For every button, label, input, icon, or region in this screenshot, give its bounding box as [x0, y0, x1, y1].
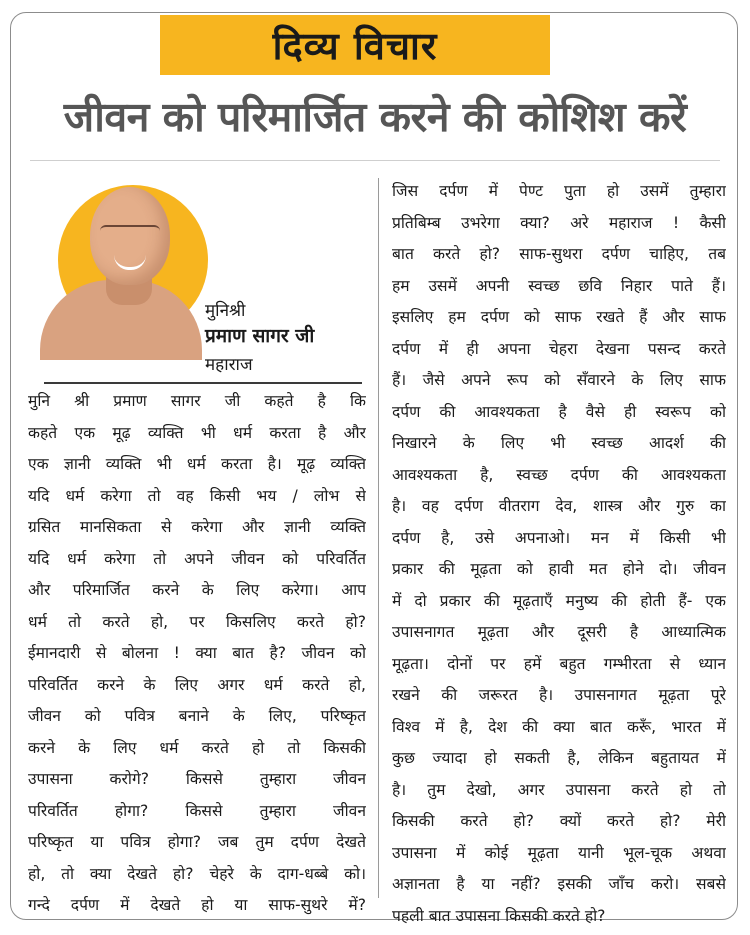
text-line: पहली बात उपासना किसकी करते हो?	[392, 906, 606, 925]
text-line: रखने की जरूरत है। उपासनागत मूढ़ता पूरे	[392, 686, 726, 704]
left-column	[28, 386, 366, 922]
text-line: है। वह दर्पण वीतराग देव, शास्त्र और गुरु का	[392, 497, 726, 515]
text-line: उपासनागत मूढ़ता और दूसरी है आध्यात्मिक	[392, 623, 726, 641]
text-line: निखारने के लिए भी स्वच्छ आदर्श की	[392, 434, 726, 452]
text-line: इसलिए हम दर्पण को साफ रखते हैं और साफ	[392, 308, 726, 326]
text-line: एक ज्ञानी व्यक्ति भी धर्म करता है। मूढ़ व्यक्ति	[28, 455, 366, 473]
right-column	[392, 176, 726, 932]
text-line: मूढ़ता। दोनों पर हमें बहुत गम्भीरता से ध्यान	[392, 654, 726, 673]
author-name: प्रमाण सागर जी	[205, 325, 315, 347]
banner-title: दिव्य विचार	[272, 24, 438, 68]
text-line: दर्पण में ही अपना चेहरा देखना पसन्द करते	[392, 339, 726, 358]
text-line: कुछ ज्यादा हो सकती है, लेकिन बहुतायत में	[392, 749, 726, 767]
text-line: कहते एक मूढ़ व्यक्ति भी धर्म करता है और	[28, 423, 366, 442]
text-line: और परिमार्जित करने के लिए करेगा। आप	[28, 581, 366, 599]
text-line: हैं। जैसे अपने रूप को सँवारने के लिए साफ	[392, 371, 726, 389]
headline-divider	[30, 160, 720, 161]
text-line: दर्पण की आवश्यकता है वैसे ही स्वरूप को	[392, 402, 726, 421]
text-line: जीवन को पवित्र बनाने के लिए, परिष्कृत	[28, 707, 366, 725]
text-line: धर्म तो करते हो, पर किसलिए करते हो?	[28, 612, 366, 631]
text-line: परिवर्तित होगा? किससे तुम्हारा जीवन	[28, 801, 366, 820]
text-line: प्रतिबिम्ब उभरेगा क्या? अरे महाराज ! कैसी	[392, 213, 726, 232]
author-suffix: महाराज	[205, 355, 253, 375]
text-line: किसकी करते हो? क्यों करते हो? मेरी	[392, 812, 726, 830]
author-title: मुनिश्री	[205, 301, 246, 321]
text-line: उपासना करोगे? किससे तुम्हारा जीवन	[28, 770, 366, 788]
article-headline: जीवन को परिमार्जित करने की कोशिश करें	[63, 93, 687, 141]
text-line: ग्रसित मानसिकता से करेगा और ज्ञानी व्यक्ति	[28, 518, 366, 536]
text-line: यदि धर्म करेगा तो अपने जीवन को परिवर्तित	[28, 549, 366, 568]
text-line: प्रकार की मूढ़ता को हावी मत होने दो। जीवन	[392, 560, 726, 578]
portrait-brow	[100, 225, 160, 241]
text-line: विश्व में है, देश की क्या बात करूँ, भारत में	[392, 717, 726, 736]
text-line: हो, तो क्या देखते हो? चेहरे के दाग-धब्बे को।	[28, 864, 366, 883]
text-line: गन्दे दर्पण में देखते हो या साफ-सुथरे में?	[28, 896, 366, 914]
text-line: में दो प्रकार की मूढ़ताएँ मनुष्य की होती हैं- एक	[392, 591, 726, 610]
text-line: है। तुम देखो, अगर उपासना करते हो तो	[392, 780, 726, 799]
text-line: आवश्यकता है, स्वच्छ दर्पण की आवश्यकता	[392, 465, 726, 484]
text-line: ईमानदारी से बोलना ! क्या बात है? जीवन को	[28, 644, 366, 662]
text-line: यदि धर्म करेगा तो वह किसी भय / लोभ से	[28, 486, 366, 505]
text-line: मुनि श्री प्रमाण सागर जी कहते है कि	[28, 392, 366, 410]
text-line: अज्ञानता है या नहीं? इसकी जाँच करो। सबसे	[392, 875, 726, 893]
text-line: परिष्कृत या पवित्र होगा? जब तुम दर्पण देखते	[28, 833, 366, 851]
text-line: परिवर्तित करने के लिए अगर धर्म करते हो,	[28, 675, 366, 694]
text-line: करने के लिए धर्म करते हो तो किसकी	[28, 738, 366, 757]
text-line: दर्पण है, उसे अपनाओ। मन में किसी भी	[392, 528, 726, 547]
text-line: बात करते हो? साफ-सुथरा दर्पण चाहिए, तब	[392, 245, 726, 263]
text-line: जिस दर्पण में पेण्ट पुता हो उसमें तुम्हारा	[392, 182, 726, 200]
text-line: उपासना में कोई मूढ़ता यानी भूल-चूक अथवा	[392, 843, 726, 862]
caption-divider	[44, 382, 362, 384]
column-divider	[378, 178, 379, 898]
section-banner	[160, 15, 550, 75]
text-line: हम उसमें अपनी स्वच्छ छवि निहार पाते हैं।	[392, 276, 726, 295]
author-portrait	[40, 185, 210, 360]
